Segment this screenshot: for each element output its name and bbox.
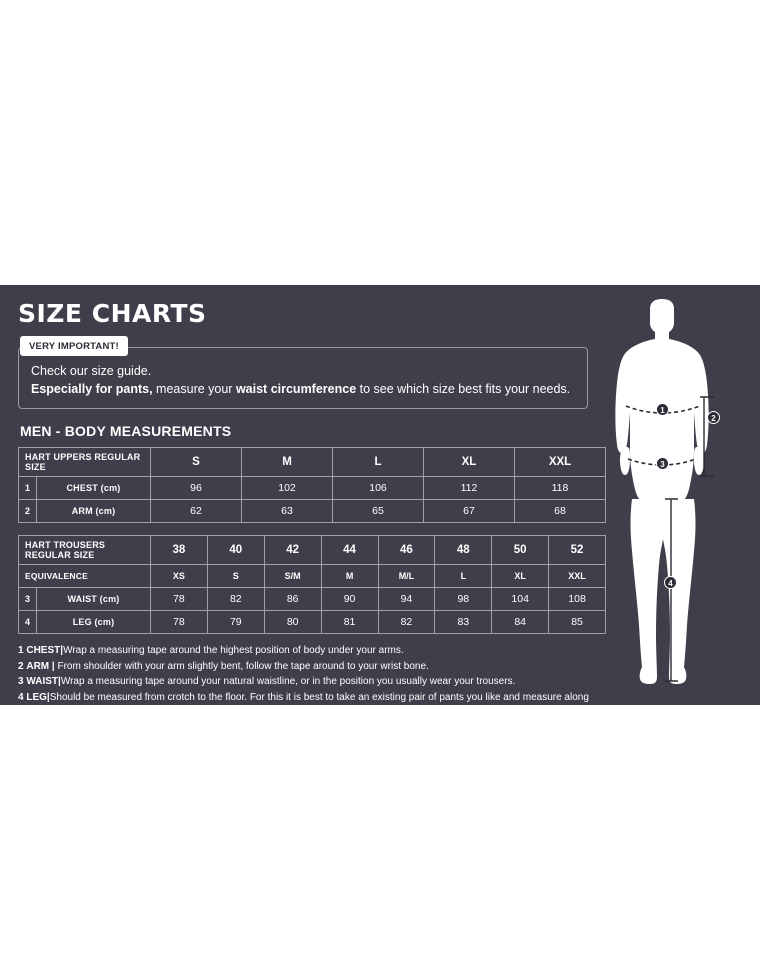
trousers-row-3-label: WAIST (cm) <box>37 588 151 611</box>
trousers-size-48: 48 <box>435 536 492 565</box>
trousers-equivalence-label: EQUIVALENCE <box>19 565 151 588</box>
trousers-eqv-42: S/M <box>264 565 321 588</box>
uppers-size-table <box>18 447 606 523</box>
measurement-notes <box>18 644 598 718</box>
uppers-size-xl: XL <box>424 448 515 477</box>
trousers-waist-42: 86 <box>264 588 321 611</box>
uppers-size-m: M <box>242 448 333 477</box>
very-important-badge: VERY IMPORTANT! <box>20 336 128 356</box>
trousers-leg-38: 78 <box>151 611 208 634</box>
uppers-size-s: S <box>151 448 242 477</box>
note-arm-term: ARM <box>26 660 50 672</box>
uppers-chest-xl: 112 <box>424 477 515 500</box>
trousers-eqv-38: XS <box>151 565 208 588</box>
trousers-waist-52: 108 <box>549 588 606 611</box>
trousers-leg-44: 81 <box>321 611 378 634</box>
uppers-row-2-label: ARM (cm) <box>37 500 151 523</box>
trousers-waist-48: 98 <box>435 588 492 611</box>
note-chest-num: 1 <box>18 645 24 656</box>
trousers-size-46: 46 <box>378 536 435 565</box>
info-text-tail: to see which size best fits your needs. <box>356 382 571 396</box>
table-row <box>19 448 606 477</box>
trousers-waist-40: 82 <box>207 588 264 611</box>
uppers-chest-xxl: 118 <box>515 477 606 500</box>
trousers-eqv-40: S <box>207 565 264 588</box>
note-waist-num: 3 <box>18 676 24 687</box>
table-row <box>19 565 606 588</box>
note-waist-term: WAIST <box>26 676 59 687</box>
table-row <box>19 477 606 500</box>
note-leg <box>18 691 598 718</box>
note-chest-term: CHEST <box>26 645 61 656</box>
trousers-leg-40: 79 <box>207 611 264 634</box>
trousers-eqv-46: M/L <box>378 565 435 588</box>
trousers-row-4-num: 4 <box>19 611 37 634</box>
trousers-size-52: 52 <box>549 536 606 565</box>
note-waist <box>18 675 598 689</box>
uppers-size-xxl: XXL <box>515 448 606 477</box>
trousers-leg-50: 84 <box>492 611 549 634</box>
size-chart-panel <box>0 285 760 716</box>
marker-2-arm: 2 <box>707 411 720 424</box>
measurement-guides <box>608 299 748 691</box>
note-chest-sep: | <box>60 645 64 656</box>
uppers-arm-l: 65 <box>333 500 424 523</box>
uppers-row-1-label: CHEST (cm) <box>37 477 151 500</box>
table-row <box>19 611 606 634</box>
uppers-chest-l: 106 <box>333 477 424 500</box>
trousers-waist-50: 104 <box>492 588 549 611</box>
trousers-row-3-num: 3 <box>19 588 37 611</box>
info-emphasis-waist: waist circumference <box>235 382 357 396</box>
note-arm <box>18 660 598 674</box>
trousers-eqv-50: XL <box>492 565 549 588</box>
uppers-arm-m: 63 <box>242 500 333 523</box>
info-line-1: Check our size guide. <box>31 364 152 378</box>
table-row <box>19 588 606 611</box>
uppers-arm-s: 62 <box>151 500 242 523</box>
trousers-header-label: HART TROUSERS REGULAR SIZE <box>19 536 151 565</box>
trousers-eqv-44: M <box>321 565 378 588</box>
marker-1-chest: 1 <box>656 403 669 416</box>
trousers-size-table <box>18 535 606 634</box>
note-waist-text: Wrap a measuring tape around your natural waistline, or in the position you usually wear your trousers. <box>60 676 516 687</box>
note-leg-num: 4 <box>18 691 24 703</box>
note-arm-text: From shoulder with your arm slightly bent, follow the tape around to your wrist bone. <box>54 660 429 672</box>
table-spacer <box>18 523 618 535</box>
note-chest-text: Wrap a measuring tape around the highest position of body under your arms. <box>63 645 404 656</box>
uppers-row-1-num: 1 <box>19 477 37 500</box>
trousers-waist-46: 94 <box>378 588 435 611</box>
trousers-row-4-label: LEG (cm) <box>37 611 151 634</box>
trousers-waist-38: 78 <box>151 588 208 611</box>
note-chest <box>18 644 598 658</box>
uppers-header-label: HART UPPERS REGULAR SIZE <box>19 448 151 477</box>
uppers-size-l: L <box>333 448 424 477</box>
info-line-2 <box>31 380 575 398</box>
body-measurement-figure <box>608 299 748 691</box>
trousers-size-42: 42 <box>264 536 321 565</box>
trousers-eqv-52: XXL <box>549 565 606 588</box>
info-box <box>18 347 588 409</box>
uppers-chest-s: 96 <box>151 477 242 500</box>
table-row <box>19 536 606 565</box>
trousers-size-50: 50 <box>492 536 549 565</box>
note-arm-sep: | <box>51 660 55 672</box>
trousers-leg-48: 83 <box>435 611 492 634</box>
uppers-arm-xxl: 68 <box>515 500 606 523</box>
uppers-chest-m: 102 <box>242 477 333 500</box>
table-row <box>19 500 606 523</box>
uppers-row-2-num: 2 <box>19 500 37 523</box>
panel-content <box>18 299 618 720</box>
note-leg-term: LEG <box>26 691 47 703</box>
trousers-waist-44: 90 <box>321 588 378 611</box>
trousers-leg-52: 85 <box>549 611 606 634</box>
note-arm-num: 2 <box>18 660 24 672</box>
section-title-men: MEN - BODY MEASUREMENTS <box>20 423 232 439</box>
trousers-leg-46: 82 <box>378 611 435 634</box>
uppers-arm-xl: 67 <box>424 500 515 523</box>
note-waist-sep: | <box>58 676 61 687</box>
info-emphasis-pants: Especially for pants, <box>31 382 153 396</box>
info-text-measure: measure your <box>152 382 236 396</box>
page-title: SIZE CHARTS <box>18 299 207 328</box>
trousers-size-38: 38 <box>151 536 208 565</box>
trousers-size-44: 44 <box>321 536 378 565</box>
marker-4-leg: 4 <box>664 576 677 589</box>
trousers-eqv-48: L <box>435 565 492 588</box>
trousers-leg-42: 80 <box>264 611 321 634</box>
note-leg-sep: | <box>46 691 50 703</box>
trousers-size-40: 40 <box>207 536 264 565</box>
marker-3-waist: 3 <box>656 457 669 470</box>
note-leg-text: Should be measured from crotch to the floor. For this it is best to take an existing pair of pants you like and measure along the garment inseam from the crotch seam to the hem. <box>18 691 589 716</box>
